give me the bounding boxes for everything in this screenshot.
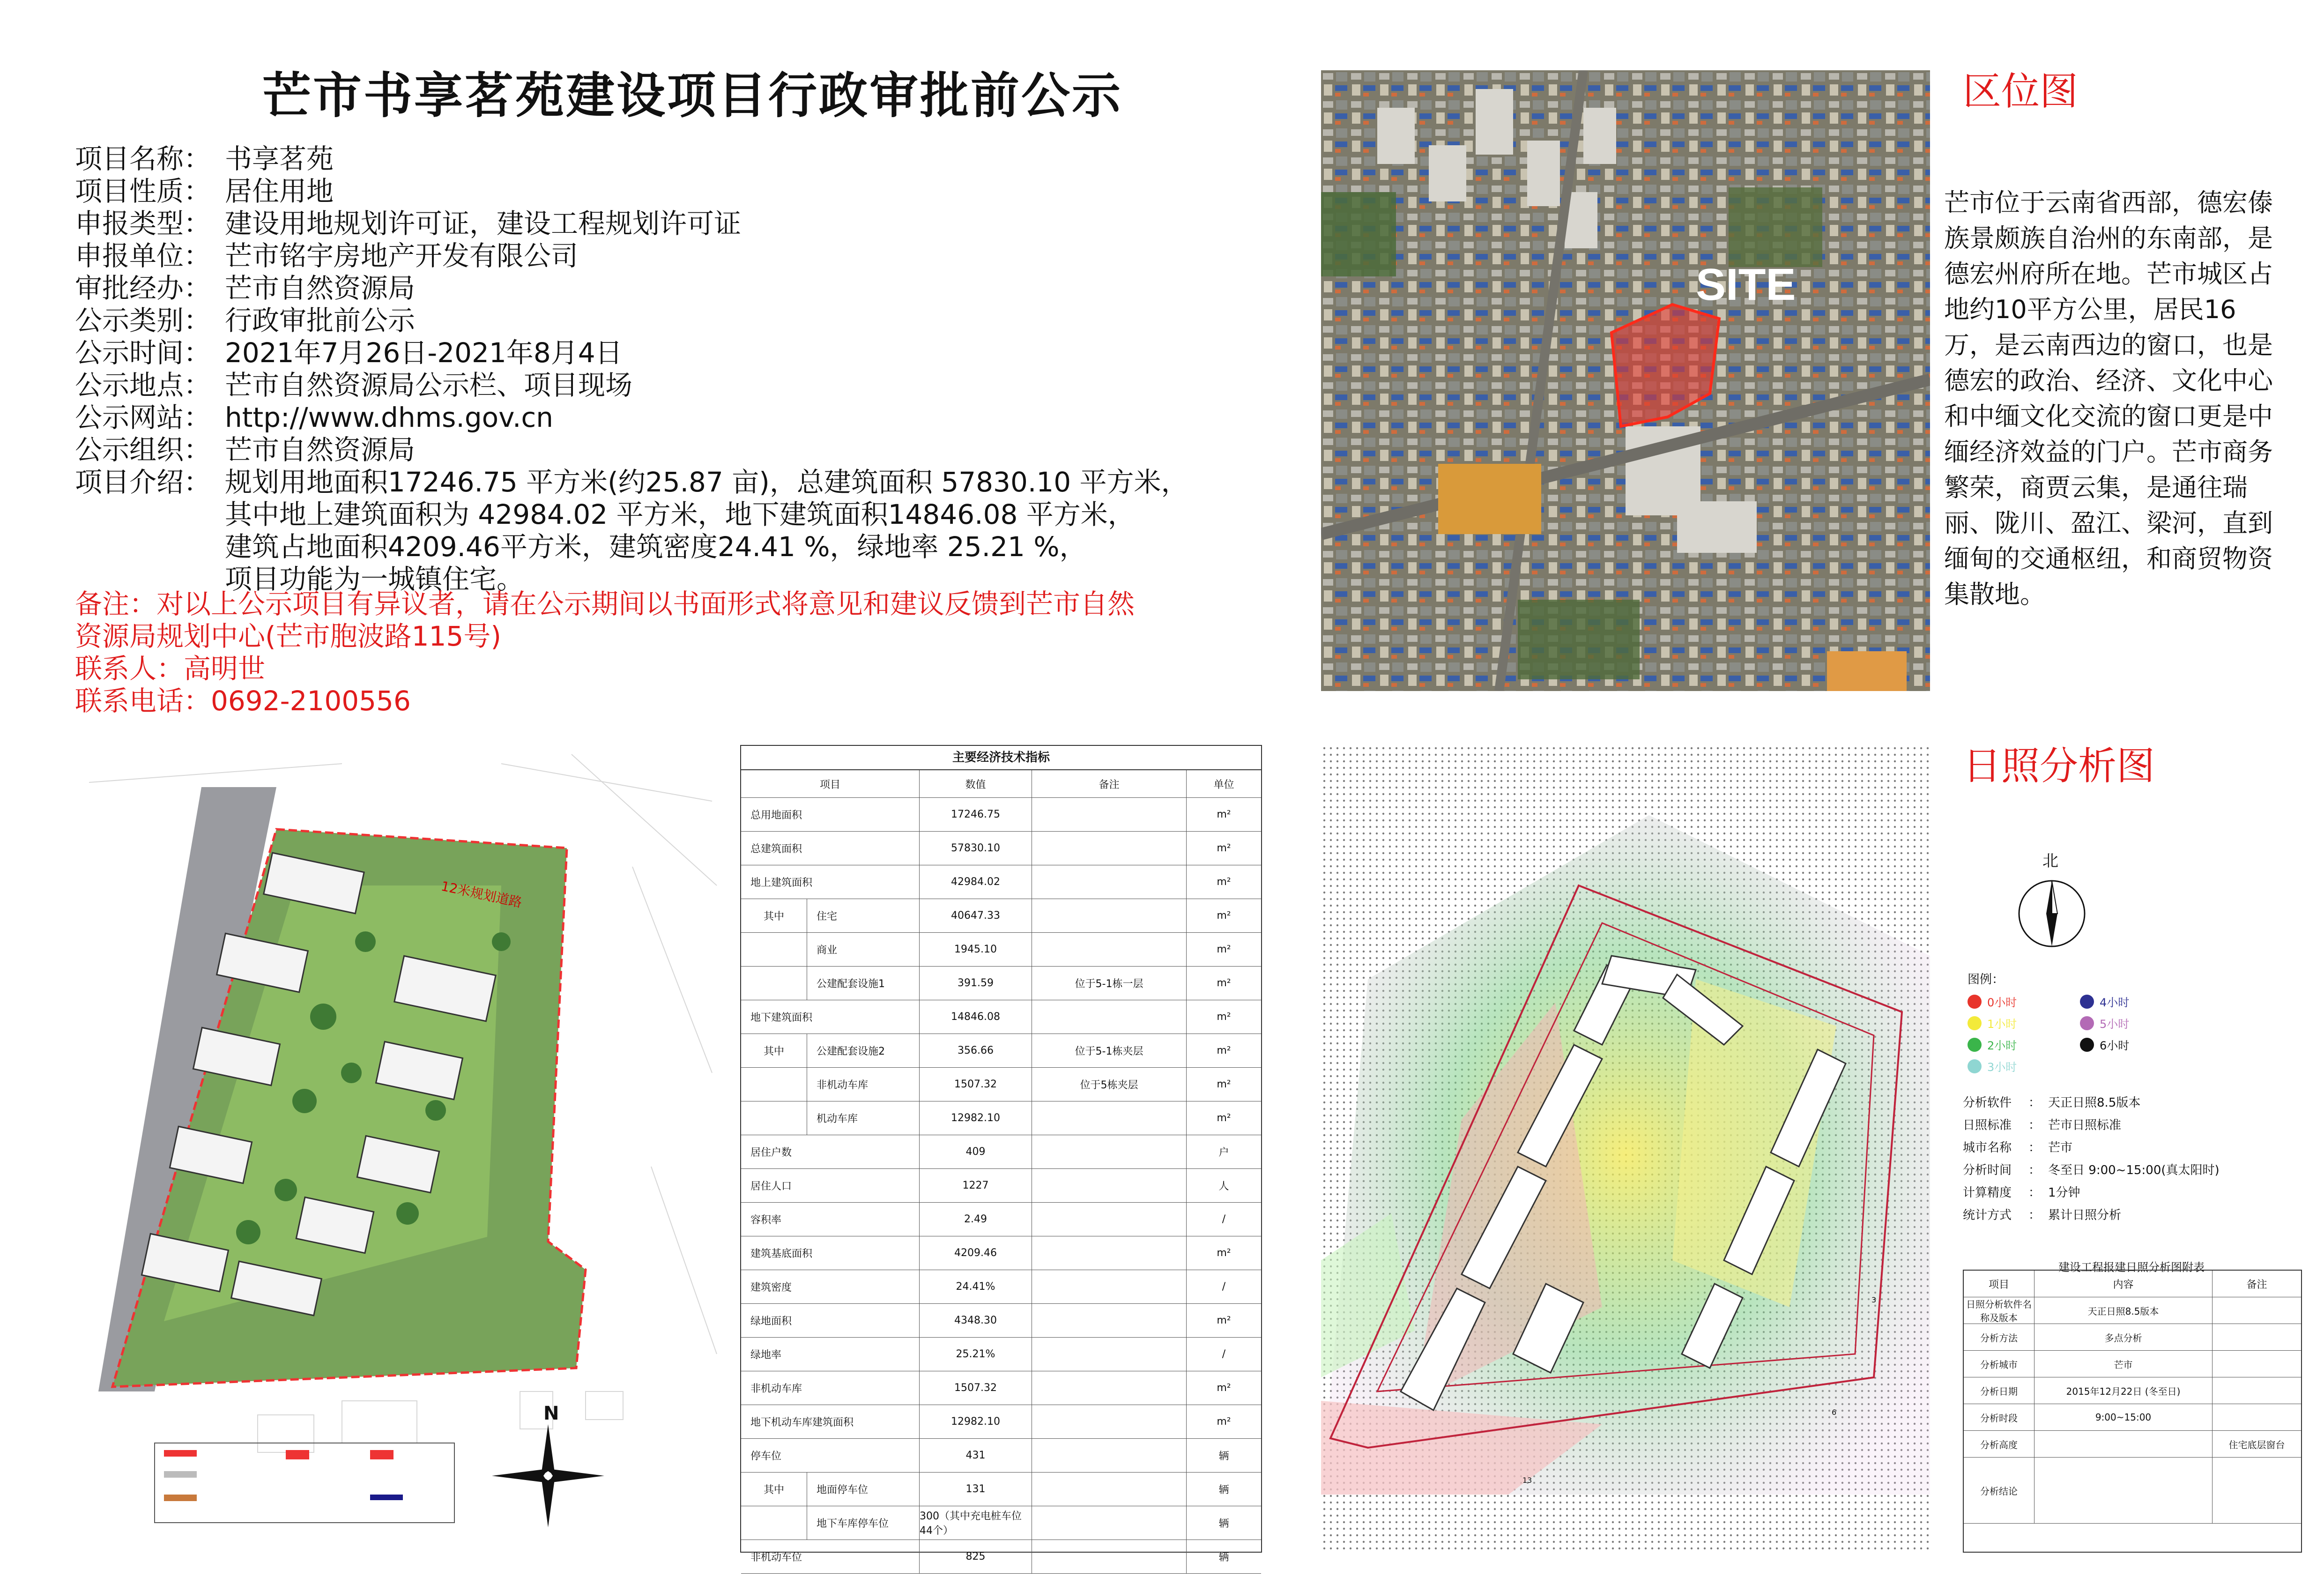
econ-unit-cell: m² bbox=[1186, 831, 1261, 865]
econ-group-cell: 其中 bbox=[763, 1484, 784, 1496]
econ-note-cell bbox=[1032, 1438, 1186, 1472]
econ-item-cell: 绿地率 bbox=[750, 1349, 782, 1361]
project-info bbox=[75, 143, 1188, 595]
econ-item-cell: 地下车库停车位 bbox=[807, 1506, 919, 1540]
info-value: 行政审批前公示 bbox=[225, 305, 416, 336]
econ-value-cell: 25.21% bbox=[919, 1337, 1032, 1371]
econ-note-cell bbox=[1032, 1101, 1186, 1135]
econ-value-cell: 391.59 bbox=[919, 966, 1032, 1000]
econ-row bbox=[741, 1303, 1261, 1338]
site-label: SITE bbox=[1696, 260, 1796, 310]
econ-item-cell: 机动车库 bbox=[807, 1101, 919, 1135]
econ-value-cell: 24.41% bbox=[919, 1270, 1032, 1303]
econ-value-cell: 17246.75 bbox=[919, 797, 1032, 831]
econ-unit-cell: m² bbox=[1186, 1034, 1261, 1067]
legend-swatch bbox=[1968, 995, 1982, 1009]
north-label: N bbox=[543, 1403, 559, 1424]
sun-table-cell: 分析时段 bbox=[1980, 1412, 2018, 1424]
sun-table-cell bbox=[2212, 1377, 2301, 1404]
location-map-title: 区位图 bbox=[1963, 69, 2079, 114]
legend-label: 6小时 bbox=[2100, 1039, 2130, 1052]
road-label-north: 12米规划道路 bbox=[439, 878, 524, 911]
param-key: 分析时间 bbox=[1963, 1163, 2012, 1177]
econ-row bbox=[741, 865, 1261, 899]
legend-label: 4小时 bbox=[2100, 996, 2130, 1009]
param-row: 统计方式 ： 累计日照分析 bbox=[1963, 1204, 2300, 1227]
info-label: 公示类别： bbox=[75, 305, 211, 336]
legend-swatch bbox=[2080, 995, 2094, 1009]
econ-value-cell: 356.66 bbox=[919, 1034, 1032, 1067]
econ-unit-cell: m² bbox=[1186, 865, 1261, 899]
sunlight-legend-title: 图例： bbox=[1968, 973, 2005, 987]
econ-item-cell: 总建筑面积 bbox=[750, 843, 802, 855]
econ-item-cell: 建筑密度 bbox=[750, 1281, 792, 1294]
econ-unit-cell: 户 bbox=[1186, 1135, 1261, 1168]
sun-table-row bbox=[1964, 1351, 2301, 1377]
econ-unit-cell: / bbox=[1186, 1337, 1261, 1371]
econ-unit-cell: m² bbox=[1186, 932, 1261, 966]
econ-row bbox=[741, 1236, 1261, 1270]
aerial-map bbox=[1321, 70, 1930, 691]
info-value: 2021年7月26日-2021年8月4日 bbox=[225, 337, 623, 369]
econ-value-cell: 4209.46 bbox=[919, 1236, 1032, 1270]
econ-item-cell: 总用地面积 bbox=[750, 809, 802, 821]
sun-table-row bbox=[1964, 1404, 2301, 1431]
econ-value-cell: 1945.10 bbox=[919, 932, 1032, 966]
econ-item-cell: 地上建筑面积 bbox=[750, 877, 813, 889]
econ-note-cell bbox=[1032, 1236, 1186, 1270]
info-row bbox=[75, 337, 1188, 369]
econ-value-cell: 409 bbox=[919, 1135, 1032, 1168]
svg-text:3: 3 bbox=[1871, 1295, 1877, 1304]
intro-cont: 建筑占地面积4209.46平方米，建筑密度24.41 %，绿地率 25.21 %， bbox=[225, 531, 1087, 563]
econ-note-cell bbox=[1032, 1405, 1186, 1438]
legend-swatch bbox=[1968, 1038, 1982, 1052]
econ-value-cell: 42984.02 bbox=[919, 865, 1032, 899]
econ-item-cell: 居住人口 bbox=[750, 1180, 792, 1192]
sun-table-cell: 分析结论 bbox=[1980, 1485, 2018, 1497]
legend-label: 5小时 bbox=[2100, 1018, 2130, 1031]
sun-table-cell: 日照分析软件名称及版本 bbox=[1966, 1299, 2032, 1324]
legend-label: 2小时 bbox=[1987, 1039, 2017, 1052]
website-link[interactable]: http://www.dhms.gov.cn bbox=[225, 402, 554, 433]
econ-value-cell: 2.49 bbox=[919, 1202, 1032, 1236]
econ-item-cell: 商业 bbox=[807, 932, 919, 966]
econ-item-cell: 公建配套设施2 bbox=[807, 1034, 919, 1067]
legend-item bbox=[1968, 1015, 2017, 1031]
econ-table bbox=[740, 745, 1262, 1563]
sun-table-row bbox=[1964, 1324, 2301, 1351]
sun-table-cell: 分析城市 bbox=[1980, 1359, 2018, 1370]
econ-note-cell bbox=[1032, 932, 1186, 966]
econ-row bbox=[741, 1067, 1261, 1101]
econ-unit-cell: / bbox=[1186, 1202, 1261, 1236]
legend-label: 1小时 bbox=[1987, 1018, 2017, 1031]
econ-value-cell: 14846.08 bbox=[919, 1000, 1032, 1034]
econ-note-cell bbox=[1032, 1337, 1186, 1371]
econ-note-cell bbox=[1032, 1270, 1186, 1303]
sun-table-cell bbox=[2212, 1324, 2301, 1350]
econ-value-cell: 57830.10 bbox=[919, 831, 1032, 865]
econ-row bbox=[741, 797, 1261, 832]
econ-note-cell bbox=[1032, 1540, 1186, 1573]
info-row bbox=[75, 143, 1188, 175]
legend-item bbox=[1968, 1058, 2017, 1074]
legend-swatch bbox=[1968, 1016, 1982, 1030]
econ-note-cell bbox=[1032, 797, 1186, 831]
sun-table-cell: 分析方法 bbox=[1980, 1332, 2018, 1344]
info-label: 公示网站： bbox=[75, 402, 211, 433]
sun-table-row bbox=[1964, 1431, 2301, 1458]
info-label: 申报类型： bbox=[75, 208, 211, 239]
econ-item-cell: 停车位 bbox=[750, 1450, 782, 1462]
info-value: 芒市自然资源局公示栏、项目现场 bbox=[225, 369, 633, 401]
econ-unit-cell: m² bbox=[1186, 899, 1261, 932]
param-value: 1分钟 bbox=[2048, 1186, 2080, 1200]
sun-table-cell bbox=[2212, 1458, 2301, 1523]
param-key: 统计方式 bbox=[1963, 1208, 2012, 1222]
econ-row bbox=[741, 1405, 1261, 1439]
sun-table-cell: 多点分析 bbox=[2034, 1324, 2212, 1350]
info-row bbox=[75, 175, 1188, 208]
sun-table-cell: 芒市 bbox=[2034, 1351, 2212, 1377]
location-description: 芒市位于云南省西部，德宏傣族景颇族自治州的东南部，是德宏州府所在地。芒市城区占地约10平方公里，居民16万，是云南西边的窗口，也是德宏的政治、经济、文化中心和中缅文化交流的窗口更是中缅经济效益的门户。芒市商务繁荣，商贾云集，是通往瑞丽、陇川、盈江、梁河，直到缅甸的交通枢纽，和商贸物资集散地。 bbox=[1944, 188, 2273, 609]
econ-header-cell: 项目 bbox=[819, 779, 840, 791]
param-value: 天正日照8.5版本 bbox=[2048, 1096, 2141, 1110]
info-row bbox=[75, 434, 1188, 466]
svg-text:13: 13 bbox=[1522, 1476, 1532, 1485]
page-title: 芒市书享茗苑建设项目行政审批前公示 bbox=[262, 67, 1123, 124]
contact-phone: 联系电话：0692-2100556 bbox=[75, 685, 411, 717]
econ-note-cell bbox=[1032, 1472, 1186, 1506]
econ-item-cell: 居住户数 bbox=[750, 1146, 792, 1159]
legend-item bbox=[2080, 993, 2129, 1010]
econ-value-cell: 825 bbox=[919, 1540, 1032, 1573]
econ-item-cell: 非机动车库 bbox=[750, 1383, 802, 1395]
info-value: 芒市自然资源局 bbox=[225, 434, 416, 466]
info-label: 公示组织： bbox=[75, 434, 211, 466]
econ-row bbox=[741, 1506, 1261, 1540]
econ-item-cell: 建筑基底面积 bbox=[750, 1248, 813, 1260]
econ-unit-cell: m² bbox=[1186, 797, 1261, 831]
legend-swatch bbox=[2080, 1038, 2094, 1052]
info-label: 审批经办： bbox=[75, 272, 211, 304]
site-plan bbox=[80, 745, 721, 1551]
sun-table-cell: 住宅底层窗台 bbox=[2212, 1431, 2301, 1457]
sun-table-cell: 分析日期 bbox=[1980, 1385, 2018, 1397]
econ-row bbox=[741, 1371, 1261, 1405]
info-value: 芒市铭宇房地产开发有限公司 bbox=[225, 240, 579, 272]
legend-label: 3小时 bbox=[1987, 1061, 2017, 1074]
econ-unit-cell: m² bbox=[1186, 1067, 1261, 1101]
sun-table-cell: 9:00~15:00 bbox=[2034, 1404, 2212, 1430]
econ-item-cell: 地下建筑面积 bbox=[750, 1012, 813, 1024]
sun-table bbox=[1963, 1270, 2302, 1553]
econ-unit-cell: m² bbox=[1186, 966, 1261, 1000]
econ-group-cell: 其中 bbox=[763, 1045, 784, 1057]
param-key: 城市名称 bbox=[1963, 1141, 2012, 1155]
econ-row bbox=[741, 1034, 1261, 1068]
param-key: 日照标准 bbox=[1963, 1118, 2012, 1132]
sun-table-title: 建设工程报建日照分析图附表 bbox=[2058, 1261, 2205, 1274]
econ-group-cell bbox=[741, 1067, 807, 1101]
compass-icon bbox=[2014, 853, 2089, 956]
info-row bbox=[75, 466, 1188, 498]
sun-table-header-cell: 备注 bbox=[2212, 1271, 2301, 1297]
econ-note-cell bbox=[1032, 1168, 1186, 1202]
sunlight-params bbox=[1963, 1092, 2300, 1227]
info-label: 项目性质： bbox=[75, 175, 211, 207]
econ-header-row bbox=[741, 770, 1261, 798]
econ-header-cell: 备注 bbox=[1032, 770, 1186, 797]
notice-line: 备注：对以上公示项目有异议者，请在公示期间以书面形式将意见和建议反馈到芒市自然 bbox=[75, 588, 1135, 620]
econ-table-title: 主要经济技术指标 bbox=[741, 746, 1261, 770]
north-label: 北 bbox=[2042, 852, 2058, 870]
sun-table-cell bbox=[2034, 1458, 2212, 1523]
econ-row bbox=[741, 1337, 1261, 1371]
econ-note-cell bbox=[1032, 1202, 1186, 1236]
info-row bbox=[75, 402, 1188, 434]
econ-item-cell: 地下机动车库建筑面积 bbox=[750, 1416, 854, 1428]
econ-row bbox=[741, 1540, 1261, 1574]
econ-group-cell bbox=[741, 966, 807, 1000]
econ-note-cell bbox=[1032, 1506, 1186, 1540]
sun-table-cell bbox=[2212, 1297, 2301, 1324]
econ-unit-cell: m² bbox=[1186, 1303, 1261, 1337]
sun-table-cell: 分析高度 bbox=[1980, 1439, 2018, 1451]
econ-unit-cell: 辆 bbox=[1186, 1540, 1261, 1573]
econ-group-cell bbox=[741, 1101, 807, 1135]
econ-value-cell: 12982.10 bbox=[919, 1101, 1032, 1135]
sun-table-header-cell: 项目 bbox=[1988, 1279, 2009, 1291]
econ-note-cell bbox=[1032, 899, 1186, 932]
econ-note-cell bbox=[1032, 865, 1186, 899]
info-value: 书享茗苑 bbox=[225, 143, 334, 175]
param-key: 计算精度 bbox=[1963, 1186, 2012, 1200]
econ-row bbox=[741, 1000, 1261, 1034]
sun-table-cell: 天正日照8.5版本 bbox=[2034, 1297, 2212, 1324]
econ-row bbox=[741, 1270, 1261, 1304]
info-label: 项目名称： bbox=[75, 143, 211, 175]
econ-row bbox=[741, 831, 1261, 865]
param-row: 分析软件 ： 天正日照8.5版本 bbox=[1963, 1092, 2300, 1114]
info-row bbox=[75, 208, 1188, 240]
param-key: 分析软件 bbox=[1963, 1096, 2012, 1110]
econ-note-cell bbox=[1032, 1303, 1186, 1337]
econ-row bbox=[741, 1438, 1261, 1473]
econ-value-cell: 40647.33 bbox=[919, 899, 1032, 932]
sun-table-row bbox=[1964, 1297, 2301, 1324]
econ-value-cell: 300（其中充电桩车位44个） bbox=[919, 1506, 1032, 1540]
legend-item bbox=[1968, 1036, 2017, 1053]
notice-line: 资源局规划中心(芒市胞波路115号) bbox=[75, 620, 501, 652]
econ-unit-cell: 辆 bbox=[1186, 1472, 1261, 1506]
sunlight-legend bbox=[1968, 993, 2202, 1082]
intro-cont: 项目功能为一城镇住宅。 bbox=[225, 563, 524, 595]
param-row: 城市名称 ： 芒市 bbox=[1963, 1137, 2300, 1159]
econ-row bbox=[741, 1168, 1261, 1203]
param-row: 日照标准 ： 芒市日照标准 bbox=[1963, 1114, 2300, 1137]
sun-table-cell: 2015年12月22日 (冬至日) bbox=[2034, 1377, 2212, 1404]
econ-note-cell: 位于5栋夹层 bbox=[1032, 1067, 1186, 1101]
econ-note-cell: 位于5-1栋夹层 bbox=[1032, 1034, 1186, 1067]
econ-value-cell: 1227 bbox=[919, 1168, 1032, 1202]
econ-row bbox=[741, 899, 1261, 933]
econ-group-cell: 其中 bbox=[763, 910, 784, 922]
econ-unit-cell: m² bbox=[1186, 1101, 1261, 1135]
info-label: 公示时间： bbox=[75, 337, 211, 369]
sun-table-row bbox=[1964, 1458, 2301, 1524]
info-value: 规划用地面积17246.75 平方米(约25.87 亩)，总建筑面积 57830.10 平方米， bbox=[225, 466, 1188, 498]
sun-table-row bbox=[1964, 1377, 2301, 1404]
param-value: 冬至日 9:00~15:00(真太阳时) bbox=[2048, 1163, 2220, 1177]
param-value: 累计日照分析 bbox=[2048, 1208, 2122, 1222]
econ-item-cell: 公建配套设施1 bbox=[807, 966, 919, 1000]
econ-item-cell: 容积率 bbox=[750, 1214, 782, 1226]
sunlight-analysis-drawing bbox=[1321, 745, 1930, 1551]
sunlight-map-title: 日照分析图 bbox=[1963, 744, 2155, 788]
param-value: 芒市日照标准 bbox=[2048, 1118, 2122, 1132]
param-row: 计算精度 ： 1分钟 bbox=[1963, 1182, 2300, 1204]
info-value: 居住用地 bbox=[225, 175, 334, 207]
param-row: 分析时间 ： 冬至日 9:00~15:00(真太阳时) bbox=[1963, 1159, 2300, 1182]
econ-row bbox=[741, 1472, 1261, 1506]
econ-unit-cell: m² bbox=[1186, 1405, 1261, 1438]
legend-item bbox=[2080, 1015, 2129, 1031]
econ-unit-cell: 辆 bbox=[1186, 1506, 1261, 1540]
econ-unit-cell: m² bbox=[1186, 1236, 1261, 1270]
econ-row bbox=[741, 966, 1261, 1000]
econ-value-cell: 1507.32 bbox=[919, 1067, 1032, 1101]
econ-header-cell: 单位 bbox=[1186, 770, 1261, 797]
econ-unit-cell: 辆 bbox=[1186, 1438, 1261, 1472]
econ-group-cell bbox=[741, 1506, 807, 1540]
sun-table-cell bbox=[2212, 1404, 2301, 1430]
econ-unit-cell: m² bbox=[1186, 1000, 1261, 1034]
info-row bbox=[75, 272, 1188, 305]
econ-row bbox=[741, 1202, 1261, 1236]
param-value: 芒市 bbox=[2048, 1141, 2073, 1155]
info-value: 芒市自然资源局 bbox=[225, 272, 416, 304]
legend-swatch bbox=[2080, 1016, 2094, 1030]
econ-unit-cell: 人 bbox=[1186, 1168, 1261, 1202]
sun-table-cell bbox=[2212, 1351, 2301, 1377]
legend-item bbox=[2080, 1036, 2129, 1053]
econ-note-cell bbox=[1032, 831, 1186, 865]
sun-table-header bbox=[1964, 1271, 2301, 1297]
info-value: 建设用地规划许可证，建设工程规划许可证 bbox=[225, 208, 742, 239]
econ-value-cell: 4348.30 bbox=[919, 1303, 1032, 1337]
info-label: 项目介绍： bbox=[75, 466, 211, 498]
econ-row bbox=[741, 1101, 1261, 1135]
intro-cont: 其中地上建筑面积为 42984.02 平方米，地下建筑面积14846.08 平方米， bbox=[225, 498, 1135, 530]
econ-unit-cell: m² bbox=[1186, 1371, 1261, 1405]
info-row bbox=[75, 369, 1188, 402]
sun-table-header-cell: 内容 bbox=[2034, 1271, 2212, 1297]
econ-group-cell bbox=[741, 932, 807, 966]
econ-unit-cell: / bbox=[1186, 1270, 1261, 1303]
legend-label: 0小时 bbox=[1987, 996, 2017, 1009]
legend-swatch bbox=[1968, 1059, 1982, 1073]
econ-item-cell: 非机动车库 bbox=[807, 1067, 919, 1101]
econ-header-cell: 数值 bbox=[919, 770, 1032, 797]
sun-table-cell bbox=[2034, 1431, 2212, 1457]
econ-row bbox=[741, 1135, 1261, 1169]
econ-item-cell: 地面停车位 bbox=[807, 1472, 919, 1506]
econ-value-cell: 1507.32 bbox=[919, 1371, 1032, 1405]
econ-value-cell: 431 bbox=[919, 1438, 1032, 1472]
econ-note-cell: 位于5-1栋一层 bbox=[1032, 966, 1186, 1000]
econ-item-cell: 非机动车位 bbox=[750, 1551, 802, 1563]
notice bbox=[75, 588, 1135, 717]
econ-note-cell bbox=[1032, 1135, 1186, 1168]
econ-row bbox=[741, 932, 1261, 967]
econ-item-cell: 绿地面积 bbox=[750, 1315, 792, 1327]
info-label: 公示地点： bbox=[75, 369, 211, 401]
econ-value-cell: 12982.10 bbox=[919, 1405, 1032, 1438]
econ-note-cell bbox=[1032, 1371, 1186, 1405]
econ-value-cell: 131 bbox=[919, 1472, 1032, 1506]
econ-note-cell bbox=[1032, 1000, 1186, 1034]
contact-person: 联系人：高明世 bbox=[75, 653, 266, 684]
info-label: 申报单位： bbox=[75, 240, 211, 272]
svg-text:6: 6 bbox=[1832, 1408, 1837, 1417]
econ-item-cell: 住宅 bbox=[807, 899, 919, 932]
legend-item bbox=[1968, 993, 2017, 1010]
info-row bbox=[75, 240, 1188, 272]
info-row bbox=[75, 305, 1188, 337]
